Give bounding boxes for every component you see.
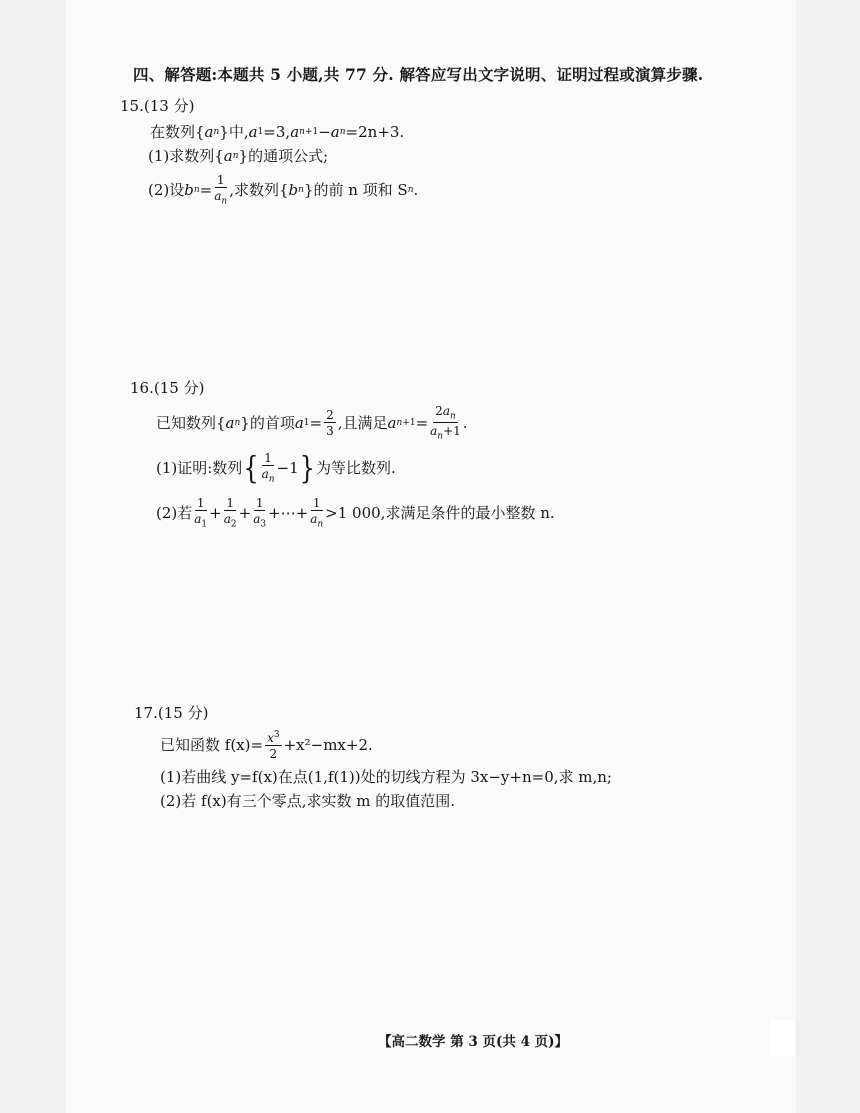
section-header: 四、解答题:本题共 5 小题,共 77 分. 解答应写出文字说明、证明过程或演算步骤. <box>133 65 704 84</box>
q17-part1: (1)若曲线 y=f(x)在点(1,f(1))处的切线方程为 3x−y+n=0,求 m,n; <box>160 768 612 786</box>
q16-heading <box>130 378 204 398</box>
q16-number: 16. <box>130 379 154 397</box>
scan-smudge <box>770 1020 794 1056</box>
q17-part2: (2)若 f(x)有三个零点,求实数 m 的取值范围. <box>160 792 456 810</box>
q16-stem: 已知数列{ a n }的首项 a 1 = $\frac{2}{3}$ ,且满足 a n+1 = $\frac{2a_n}{a_n+1}$ . <box>156 403 468 442</box>
q15-part2: (2)设 b n = $\frac{1}{a_n}$ ,求数列{ b n }的前 n 项和 S n . <box>148 172 419 207</box>
exam-page <box>66 0 796 1113</box>
q17-heading <box>134 703 208 723</box>
q15-part1: (1)求数列{ a n }的通项公式; <box>148 147 329 165</box>
q16-points: (15 分) <box>153 379 205 397</box>
q15-points: (13 分) <box>143 97 195 115</box>
q15-heading <box>120 96 194 116</box>
q15-number: 15. <box>120 97 144 115</box>
q16-part2: (2)若 $\frac{1}{a_1}$ + $\frac{1}{a_2}$ + $\frac{1}{a_3}$ +⋯+ $\frac{1}{a_n}$ >1 000,求满足条件的最小整数 n. <box>156 495 555 530</box>
q17-stem: 已知函数 f(x)= $\frac{x^3}{2}$ +x²−mx+2. <box>160 729 373 761</box>
q15-stem: 在数列{ a n }中, a 1 =3, a n+1 − a n =2n+3. <box>150 123 405 141</box>
q17-points: (15 分) <box>157 704 209 722</box>
q17-number: 17. <box>134 704 158 722</box>
q16-part1: (1)证明:数列 { $\frac{1}{a_n}$ −1 } 为等比数列. <box>156 449 396 487</box>
page-footer: 【高二数学 第 3 页(共 4 页)】 <box>378 1034 569 1050</box>
